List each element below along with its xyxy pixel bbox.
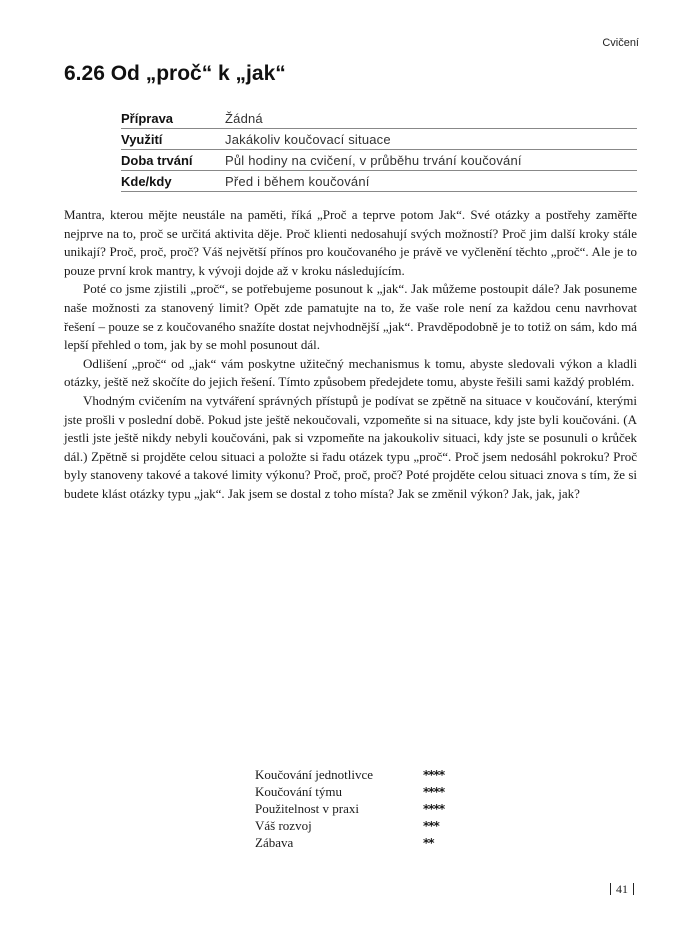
info-value: Žádná — [225, 108, 637, 129]
rating-row — [255, 800, 444, 817]
paragraph: Poté co jsme zjistili „proč“, se potřebujeme posunout k „jak“. Jak můžeme postoupit dále? Jak posuneme naše možnosti za stanovený limit? Opět zde pamatujte na to, že vaše role není za každou cenu navrhovat řešení – pouze se z koučovaného snažíte dostat nejvhodnější „jak“. Pravděpodobně je to totiž on sám, kdo má lepší přehled o tom, jak by se mohl posunout dál. — [64, 281, 637, 353]
rating-label: Koučování týmu — [255, 783, 343, 799]
info-label: Využití — [121, 129, 225, 150]
rating-row — [255, 817, 444, 834]
info-value: Před i během koučování — [225, 171, 637, 192]
page-number — [605, 882, 639, 897]
rating-stars: ** — [423, 835, 434, 850]
info-value: Půl hodiny na cvičení, v průběhu trvání koučování — [225, 150, 637, 171]
page-number-divider — [610, 883, 611, 895]
paragraph: Odlišení „proč“ od „jak“ vám poskytne užitečný mechanismus k tomu, abyste sledovali výkon a kladli otázky, ještě než skočíte do jejich řešení. Tímto způsobem předejdete tomu, abyste řešili sami každý problém. — [64, 355, 637, 390]
page-number-value: 41 — [616, 882, 628, 896]
rating-row — [255, 783, 444, 800]
rating-label: Koučování jednotlivce — [255, 766, 374, 782]
info-row-where-when — [121, 171, 637, 192]
rating-stars: **** — [423, 784, 445, 799]
info-label: Příprava — [121, 108, 225, 129]
rating-label: Použitelnost v praxi — [255, 800, 359, 816]
exercise-title: 6.26 Od „proč“ k „jak“ — [64, 62, 286, 85]
rating-label: Váš rozvoj — [255, 817, 312, 833]
page-number-divider — [633, 883, 634, 895]
rating-row — [255, 834, 444, 851]
info-row-preparation — [121, 108, 637, 129]
rating-label: Zábava — [255, 834, 294, 850]
ratings-table — [255, 766, 444, 851]
rating-stars: *** — [423, 818, 439, 833]
exercise-info-table — [121, 108, 637, 192]
info-label: Kde/kdy — [121, 171, 225, 192]
paragraph: Vhodným cvičením na vytváření správných přístupů je podívat se zpětně na situace v koučování, kterými jste prošli v poslední době. Pokud jste ještě nekoučovali, vzpomeňte si na situace, kdy jste byli koučováni. (A jestli jste ještě nikdy nebyli koučováni, pak si vzpomeňte na jakoukoliv situaci, kdy jste se posunuli o krůček dál.) Zpětně si projděte celou situaci a položte si řadu otázek typu „proč“. Proč jsem nedosáhl pokroku? Proč byly stanoveny takové a takové limity výkonu? Proč, proč, proč? Poté projděte celou situaci znova s tím, že si budete klást otázky typu „jak“. Jak jsem se dostal z toho místa? Jak se změnil výkon? Jak, jak, jak? — [64, 392, 637, 501]
info-row-duration — [121, 150, 637, 171]
paragraph: Mantra, kterou mějte neustále na paměti, říká „Proč a teprve potom Jak“. Své otázky a postřehy zaměřte nejprve na to, proč se určitá aktivita děje. Proč klienti nedosahují svých možností? Proč jim další kroky stále unikají? Proč, proč, proč? Váš největší přínos pro koučovaného je právě ve vyčlenění těchto „proč“. Ale je to pouze první krok mantry, k vývoji dojde až v kroku následujícím. — [64, 207, 637, 278]
body-text — [64, 206, 637, 504]
info-value: Jakákoliv koučovací situace — [225, 129, 637, 150]
rating-stars: **** — [423, 767, 445, 782]
info-label: Doba trvání — [121, 150, 225, 171]
rating-stars: **** — [423, 801, 445, 816]
running-head: Cvičení — [602, 37, 639, 49]
info-row-usage — [121, 129, 637, 150]
rating-row — [255, 766, 444, 783]
